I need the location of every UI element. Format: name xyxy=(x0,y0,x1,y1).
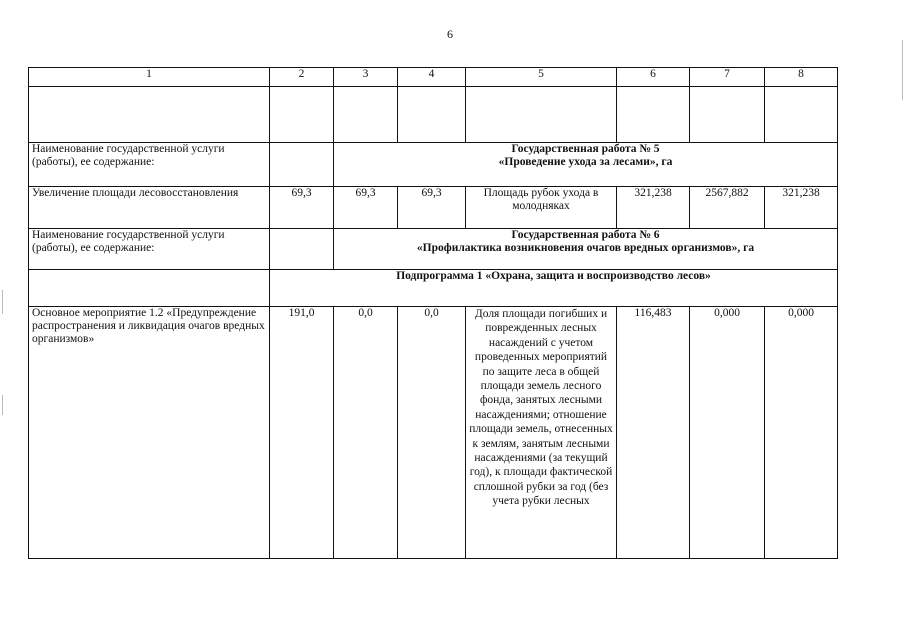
empty-cell xyxy=(398,87,466,143)
measure-col-7: 0,000 xyxy=(690,307,765,559)
header-col-1: 1 xyxy=(29,68,270,87)
measure-label: Основное мероприятие 1.2 «Предупреждение распространения и ликвидация очагов вредных организмов» xyxy=(29,307,270,559)
measure-row xyxy=(29,307,838,559)
reforest-col-3: 69,3 xyxy=(334,187,398,229)
reforest-col-2: 69,3 xyxy=(270,187,334,229)
header-col-7: 7 xyxy=(690,68,765,87)
measure-col-8: 0,000 xyxy=(765,307,838,559)
header-col-5: 5 xyxy=(466,68,617,87)
scan-mark-right xyxy=(902,40,903,100)
reforest-label: Увеличение площади лесовосстановления xyxy=(29,187,270,229)
work5-title xyxy=(334,143,838,187)
header-col-4: 4 xyxy=(398,68,466,87)
work6-title-line2: «Профилактика возникновения очагов вредных организмов», га xyxy=(416,242,755,254)
reforest-col-4: 69,3 xyxy=(398,187,466,229)
subprogram-row xyxy=(29,270,838,307)
work6-title-line1: Государственная работа № 6 xyxy=(511,229,660,241)
work5-title-line1: Государственная работа № 5 xyxy=(511,143,660,155)
measure-col-4: 0,0 xyxy=(398,307,466,559)
work6-label: Наименование государственной услуги (работы), ее содержание: xyxy=(29,229,270,270)
reforest-col-5: Площадь рубок ухода в молодняках xyxy=(466,187,617,229)
measure-col-5: Доля площади погибших и поврежденных лесных насаждений с учетом проведенных мероприятий по защите леса в общей площади земель лесного фонда, занятых лесными насаждениями; отношение площади земель, отнесенных к землям, занятым лесными насаждениями (за текущий год), к площади фактической сплошной рубки за год (без учета рубки лесных xyxy=(466,307,617,559)
empty-row xyxy=(29,87,838,143)
header-col-3: 3 xyxy=(334,68,398,87)
empty-cell xyxy=(466,87,617,143)
page-number: 6 xyxy=(447,27,453,41)
measure-col-2: 191,0 xyxy=(270,307,334,559)
empty-cell xyxy=(29,270,270,307)
scan-mark-left-1 xyxy=(2,290,3,314)
work5-label: Наименование государственной услуги (работы), ее содержание: xyxy=(29,143,270,187)
work5-title-line2: «Проведение ухода за лесами», га xyxy=(498,156,673,168)
reforest-col-6: 321,238 xyxy=(617,187,690,229)
work5-row xyxy=(29,143,838,187)
measure-col-3: 0,0 xyxy=(334,307,398,559)
scan-mark-left-2 xyxy=(2,395,3,415)
header-col-8: 8 xyxy=(765,68,838,87)
empty-cell xyxy=(765,87,838,143)
reforest-col-7: 2567,882 xyxy=(690,187,765,229)
header-row xyxy=(29,68,838,87)
empty-cell xyxy=(334,87,398,143)
header-col-2: 2 xyxy=(270,68,334,87)
reforest-row xyxy=(29,187,838,229)
work6-title xyxy=(334,229,838,270)
measure-col-6: 116,483 xyxy=(617,307,690,559)
empty-cell xyxy=(29,87,270,143)
empty-cell xyxy=(270,229,334,270)
data-table xyxy=(28,67,838,559)
empty-cell xyxy=(270,143,334,187)
empty-cell xyxy=(690,87,765,143)
empty-cell xyxy=(617,87,690,143)
work6-row xyxy=(29,229,838,270)
subprogram-title: Подпрограмма 1 «Охрана, защита и воспроизводство лесов» xyxy=(270,270,838,307)
header-col-6: 6 xyxy=(617,68,690,87)
reforest-col-8: 321,238 xyxy=(765,187,838,229)
empty-cell xyxy=(270,87,334,143)
